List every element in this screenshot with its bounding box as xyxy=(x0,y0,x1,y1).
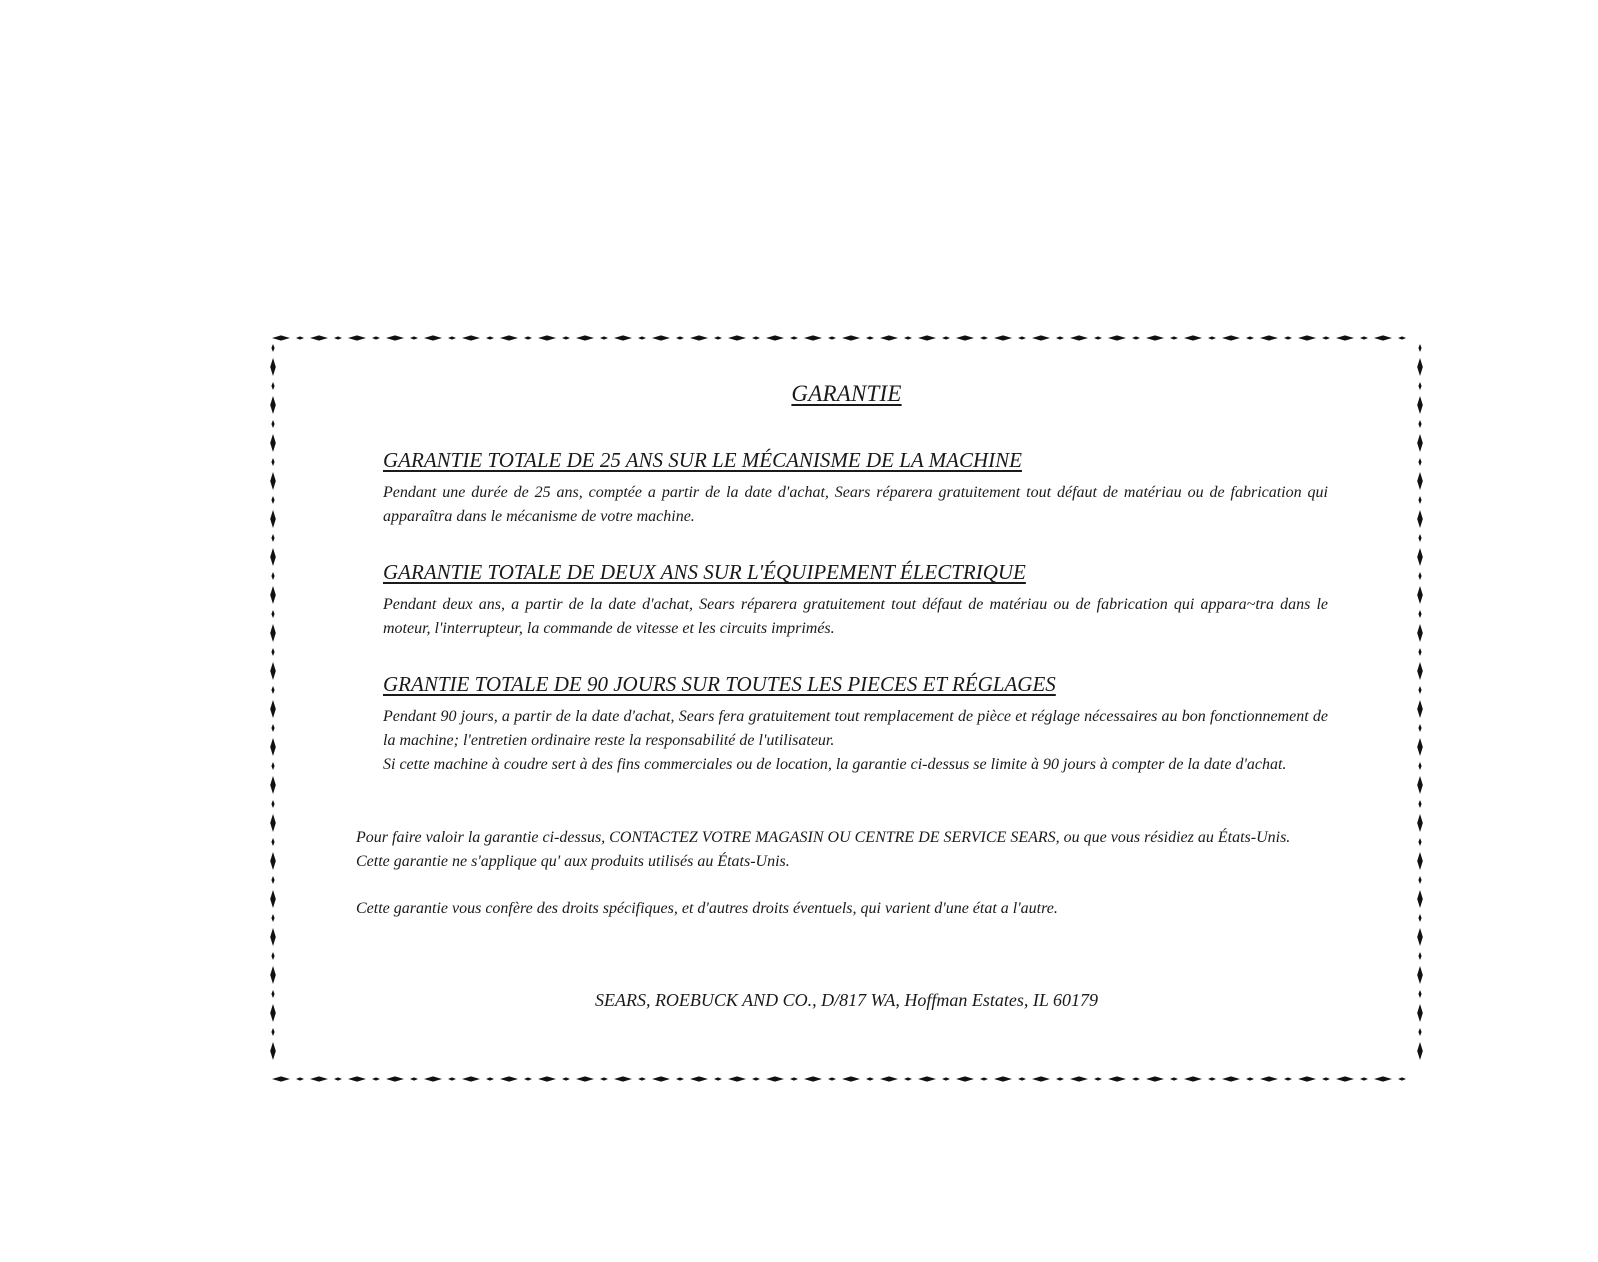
border-ornament xyxy=(562,336,570,339)
border-ornament xyxy=(348,1076,366,1081)
border-ornament xyxy=(1132,1077,1140,1080)
section-body-commercial-note: Si cette machine à coudre sert à des fins commerciales ou de location, la garantie ci-dessus se limite à 90 jours à compter de la date d'achat. xyxy=(383,756,1287,773)
border-ornament xyxy=(1417,510,1423,528)
border-ornament xyxy=(372,336,380,339)
border-ornament xyxy=(918,1076,936,1081)
border-ornament xyxy=(386,1076,404,1081)
border-ornament xyxy=(270,852,276,870)
border-ornament xyxy=(1360,336,1368,339)
border-ornament xyxy=(652,335,670,340)
border-ornament xyxy=(752,336,760,339)
border-ornament xyxy=(980,1077,988,1080)
section-heading: GARANTIE TOTALE DE DEUX ANS SUR L'ÉQUIPEMENT ÉLECTRIQUE xyxy=(383,560,1026,584)
border-ornament xyxy=(424,335,442,340)
border-ornament xyxy=(1284,1077,1292,1080)
border-ornament xyxy=(271,1028,274,1036)
border-ornament xyxy=(1418,762,1421,770)
border-ornament xyxy=(1322,1077,1330,1080)
rights-paragraph: Cette garantie vous confère des droits spécifiques, et d'autres droits éventuels, qui varient d'une état a l'autre. xyxy=(356,900,1058,917)
border-ornament xyxy=(270,472,276,490)
border-ornament xyxy=(410,336,418,339)
border-ornament xyxy=(270,1042,276,1060)
border-ornament xyxy=(1417,928,1423,946)
border-ornament xyxy=(524,1077,532,1080)
border-ornament xyxy=(804,335,822,340)
border-ornament xyxy=(790,336,798,339)
border-ornament xyxy=(828,336,836,339)
border-ornament xyxy=(1246,1077,1254,1080)
border-ornament xyxy=(1070,1076,1088,1081)
border-ornament xyxy=(576,1076,594,1081)
border-ornament xyxy=(1184,1076,1202,1081)
border-ornament xyxy=(1208,1077,1216,1080)
border-ornament xyxy=(1374,1076,1392,1081)
border-ornament xyxy=(942,1077,950,1080)
border-ornament xyxy=(486,1077,494,1080)
border-ornament xyxy=(310,335,328,340)
border-ornament xyxy=(1208,336,1216,339)
border-ornament xyxy=(690,1076,708,1081)
border-ornament xyxy=(372,1077,380,1080)
border-ornament xyxy=(1417,852,1423,870)
border-ornament xyxy=(994,335,1012,340)
warranty-frame xyxy=(273,338,1420,1079)
border-ornament xyxy=(676,1077,684,1080)
border-ornament xyxy=(1417,624,1423,642)
border-ornament xyxy=(1418,648,1421,656)
border-ornament xyxy=(842,1076,860,1081)
border-ornament xyxy=(638,336,646,339)
border-ornament xyxy=(271,420,274,428)
border-ornament xyxy=(880,335,898,340)
border-ornament xyxy=(1418,496,1421,504)
border-ornament xyxy=(1417,776,1423,794)
border-ornament xyxy=(804,1076,822,1081)
border-ornament xyxy=(576,335,594,340)
border-ornament xyxy=(600,336,608,339)
border-ornament xyxy=(1018,1077,1026,1080)
border-ornament xyxy=(1056,336,1064,339)
border-ornament xyxy=(1222,335,1240,340)
border-ornament xyxy=(270,700,276,718)
border-ornament xyxy=(714,336,722,339)
border-ornament xyxy=(1418,914,1421,922)
border-ornament xyxy=(410,1077,418,1080)
border-ornament xyxy=(448,1077,456,1080)
border-ornament xyxy=(1418,838,1421,846)
border-ornament xyxy=(1108,335,1126,340)
border-ornament xyxy=(1417,1042,1423,1060)
section-electrical-warranty xyxy=(383,560,1328,641)
border-ornament xyxy=(676,336,684,339)
border-ornament xyxy=(524,336,532,339)
border-ornament xyxy=(728,335,746,340)
border-ornament xyxy=(1132,336,1140,339)
border-ornament xyxy=(1336,1076,1354,1081)
border-ornament xyxy=(766,1076,784,1081)
border-ornament xyxy=(614,335,632,340)
border-ornament xyxy=(271,800,274,808)
border-ornament xyxy=(1246,336,1254,339)
border-ornament xyxy=(1418,952,1421,960)
border-ornament xyxy=(270,624,276,642)
border-ornament xyxy=(1418,1028,1421,1036)
border-ornament xyxy=(1260,1076,1278,1081)
border-ornament xyxy=(1398,1077,1406,1080)
section-parts-warranty xyxy=(383,672,1328,777)
border-ornament xyxy=(728,1076,746,1081)
border-ornament xyxy=(1417,814,1423,832)
border-ornament xyxy=(1284,336,1292,339)
border-ornament xyxy=(271,496,274,504)
border-ornament xyxy=(270,662,276,680)
border-ornament xyxy=(270,890,276,908)
border-ornament xyxy=(1417,548,1423,566)
border-ornament xyxy=(500,1076,518,1081)
border-ornament xyxy=(270,548,276,566)
border-ornament xyxy=(1418,724,1421,732)
border-ornament xyxy=(956,335,974,340)
border-ornament xyxy=(904,1077,912,1080)
section-body: Pendant deux ans, a partir de la date d'achat, Sears réparera gratuitement tout défaut de matériau ou de fabrication qui appara~tra dans le moteur, l'interrupteur, la commande de vitesse et les circuits imprimés. xyxy=(383,596,1328,637)
section-mechanism-warranty xyxy=(383,448,1328,529)
border-ornament xyxy=(1298,1076,1316,1081)
section-body: Pendant 90 jours, a partir de la date d'achat, Sears fera gratuitement tout remplacement de pièce et réglage nécessaires au bon fonctionnement de la machine; l'entretien ordinaire reste la responsabilité de l'utilisateur. xyxy=(383,708,1328,749)
border-ornament xyxy=(1184,335,1202,340)
company-address: SEARS, ROEBUCK AND CO., D/817 WA, Hoffman Estates, IL 60179 xyxy=(594,990,1099,1010)
border-ornament xyxy=(1170,1077,1178,1080)
border-ornament xyxy=(1418,610,1421,618)
border-ornament xyxy=(271,610,274,618)
border-ornament xyxy=(1170,336,1178,339)
border-ornament xyxy=(270,814,276,832)
border-ornament xyxy=(880,1076,898,1081)
border-ornament xyxy=(334,1077,342,1080)
border-ornament xyxy=(272,335,290,340)
border-ornament xyxy=(1146,335,1164,340)
border-ornament xyxy=(638,1077,646,1080)
border-ornament xyxy=(1418,344,1421,352)
border-ornament xyxy=(271,648,274,656)
border-ornament xyxy=(462,1076,480,1081)
border-ornament xyxy=(1094,336,1102,339)
border-ornament xyxy=(271,838,274,846)
border-ornament xyxy=(790,1077,798,1080)
border-ornament xyxy=(652,1076,670,1081)
border-ornament xyxy=(752,1077,760,1080)
border-ornament xyxy=(918,335,936,340)
border-ornament xyxy=(1417,738,1423,756)
border-ornament xyxy=(310,1076,328,1081)
border-ornament xyxy=(1417,662,1423,680)
contact-paragraph: Pour faire valoir la garantie ci-dessus, CONTACTEZ VOTRE MAGASIN OU CENTRE DE SERVICE SEARS, ou que vous résidiez au États-Unis. Cette garantie ne s'applique qu' aux produits utilisés au États-Unis. xyxy=(356,829,1291,870)
border-ornament xyxy=(1418,572,1421,580)
border-ornament xyxy=(270,510,276,528)
border-ornament xyxy=(1417,700,1423,718)
border-ornament xyxy=(828,1077,836,1080)
border-ornament xyxy=(866,336,874,339)
border-ornament xyxy=(1417,890,1423,908)
border-ornament xyxy=(1418,458,1421,466)
border-ornament xyxy=(956,1076,974,1081)
section-body: Pendant une durée de 25 ans, comptée a partir de la date d'achat, Sears réparera gratuitement tout défaut de matériau ou de fabrication qui apparaîtra dans le mécanisme de votre machine. xyxy=(383,484,1328,525)
border-ornament xyxy=(270,434,276,452)
border-ornament xyxy=(486,336,494,339)
border-ornament xyxy=(1018,336,1026,339)
border-ornament xyxy=(270,966,276,984)
border-ornament xyxy=(271,344,274,352)
border-ornament xyxy=(270,776,276,794)
border-ornament xyxy=(538,335,556,340)
border-ornament xyxy=(1417,358,1423,376)
border-ornament xyxy=(1108,1076,1126,1081)
border-ornament xyxy=(1222,1076,1240,1081)
border-ornament xyxy=(424,1076,442,1081)
border-ornament xyxy=(500,335,518,340)
border-ornament xyxy=(270,928,276,946)
border-ornament xyxy=(1418,420,1421,428)
section-heading: GRANTIE TOTALE DE 90 JOURS SUR TOUTES LES PIECES ET RÉGLAGES xyxy=(383,672,1056,696)
border-ornament xyxy=(1360,1077,1368,1080)
border-ornament xyxy=(386,335,404,340)
border-ornament xyxy=(538,1076,556,1081)
border-ornament xyxy=(334,336,342,339)
border-ornament xyxy=(1322,336,1330,339)
border-ornament xyxy=(1418,686,1421,694)
border-ornament xyxy=(1417,586,1423,604)
border-ornament xyxy=(714,1077,722,1080)
border-ornament xyxy=(1146,1076,1164,1081)
border-ornament xyxy=(271,952,274,960)
border-ornament xyxy=(562,1077,570,1080)
border-ornament xyxy=(1417,434,1423,452)
border-ornament xyxy=(448,336,456,339)
border-ornament xyxy=(272,1076,290,1081)
border-ornament xyxy=(271,724,274,732)
border-ornament xyxy=(296,336,304,339)
border-ornament xyxy=(600,1077,608,1080)
border-ornament xyxy=(1398,336,1406,339)
border-ornament xyxy=(904,336,912,339)
border-ornament xyxy=(1417,472,1423,490)
border-ornament xyxy=(1418,534,1421,542)
border-ornament xyxy=(271,686,274,694)
border-ornament xyxy=(271,572,274,580)
border-ornament xyxy=(842,335,860,340)
border-ornament xyxy=(270,358,276,376)
border-ornament xyxy=(296,1077,304,1080)
border-ornament xyxy=(270,586,276,604)
border-ornament xyxy=(271,534,274,542)
border-ornament xyxy=(271,914,274,922)
border-ornament xyxy=(348,335,366,340)
border-ornament xyxy=(462,335,480,340)
border-ornament xyxy=(1418,876,1421,884)
border-ornament xyxy=(271,876,274,884)
border-ornament xyxy=(271,458,274,466)
border-ornament xyxy=(1260,335,1278,340)
border-ornament xyxy=(690,335,708,340)
border-ornament xyxy=(942,336,950,339)
section-heading: GARANTIE TOTALE DE 25 ANS SUR LE MÉCANISME DE LA MACHINE xyxy=(383,448,1022,472)
border-ornament xyxy=(1374,335,1392,340)
border-ornament xyxy=(766,335,784,340)
border-ornament xyxy=(614,1076,632,1081)
border-ornament xyxy=(1032,1076,1050,1081)
border-ornament xyxy=(980,336,988,339)
border-ornament xyxy=(1418,800,1421,808)
border-ornament xyxy=(270,738,276,756)
border-ornament xyxy=(1070,335,1088,340)
border-ornament xyxy=(1056,1077,1064,1080)
border-ornament xyxy=(271,762,274,770)
border-ornament xyxy=(1032,335,1050,340)
border-ornament xyxy=(994,1076,1012,1081)
border-ornament xyxy=(1417,966,1423,984)
border-ornament xyxy=(1298,335,1316,340)
border-ornament xyxy=(1094,1077,1102,1080)
document-title: GARANTIE xyxy=(791,381,902,406)
border-ornament xyxy=(1336,335,1354,340)
border-ornament xyxy=(866,1077,874,1080)
